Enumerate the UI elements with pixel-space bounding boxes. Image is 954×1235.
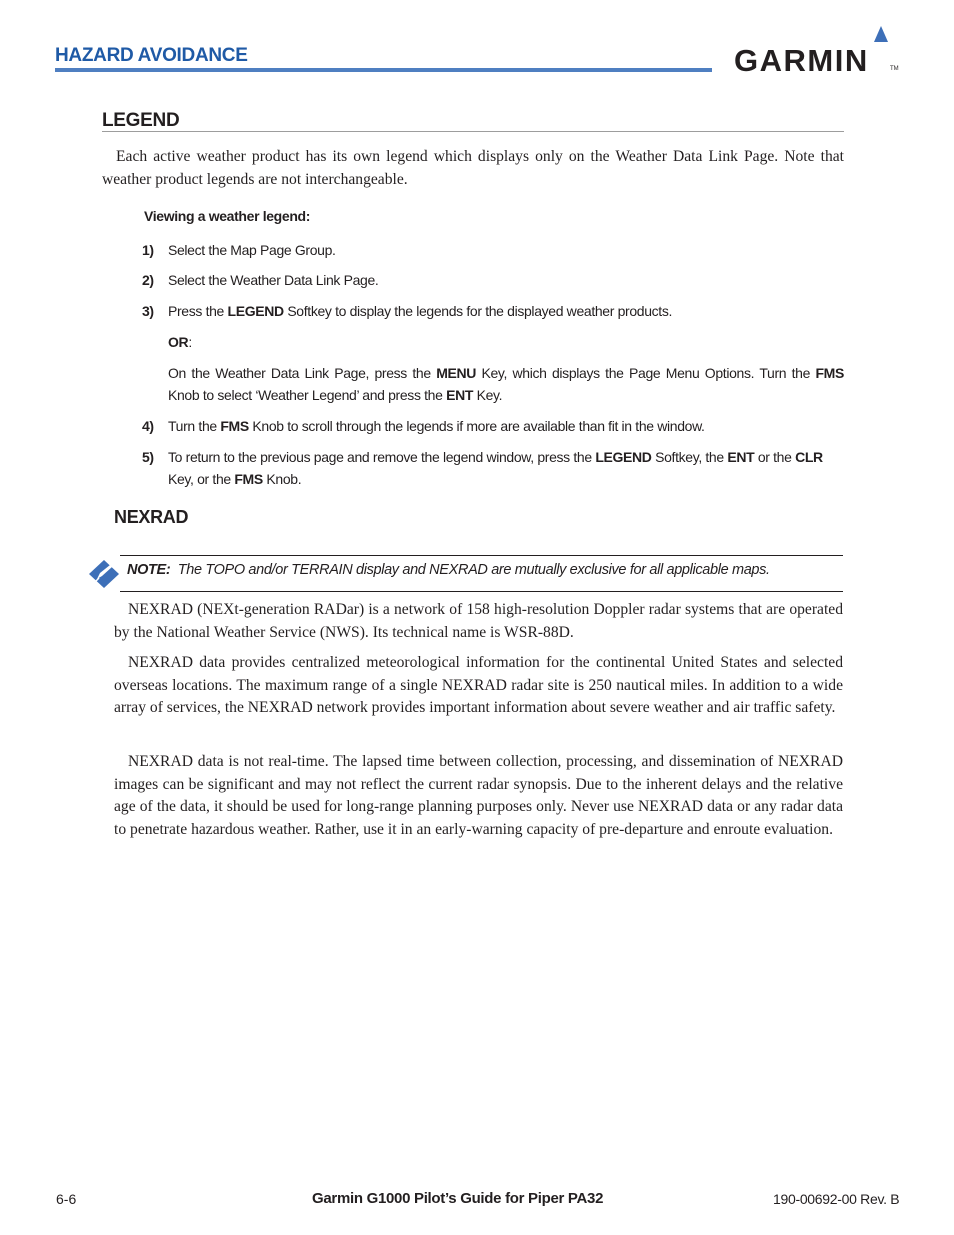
procedure-title: Viewing a weather legend:: [144, 208, 311, 224]
legend-heading: LEGEND: [102, 110, 180, 131]
garmin-triangle-icon: [874, 26, 888, 42]
fms-knob: FMS: [815, 365, 844, 381]
menu-key: MENU: [436, 365, 477, 381]
garmin-logo: [734, 26, 898, 76]
or-label: OR:: [168, 334, 192, 350]
doc-number: 190-00692-00 Rev. B: [773, 1191, 900, 1207]
step-text: Select the Map Page Group.: [168, 242, 336, 258]
step-3: [142, 300, 844, 322]
clr-key: CLR: [795, 449, 823, 465]
nexrad-paragraph: NEXRAD (NEXt-generation RADar) is a network of 158 high-resolution Doppler radar systems that are operated by the National Weather Service (NWS). Its technical name is WSR-88D.: [114, 601, 843, 641]
step-2: [142, 269, 844, 291]
nexrad-heading: NEXRAD: [114, 507, 189, 527]
header-rule: [55, 68, 712, 72]
legend-intro: Each active weather product has its own legend which displays only on the Weather Data Link Page. Note that weather product legends are not interchangeable.: [102, 148, 844, 188]
fms-knob: FMS: [220, 418, 249, 434]
step-4: [142, 415, 844, 437]
step-number: 4): [142, 418, 154, 434]
step-number: 2): [142, 272, 154, 288]
section-title: HAZARD AVOIDANCE: [55, 45, 248, 66]
pencil-note-icon: [88, 559, 120, 589]
note-rule-top: [120, 555, 843, 556]
note-text: NOTE: The TOPO and/or TERRAIN display and NEXRAD are mutually exclusive for all applicable maps.: [127, 562, 770, 578]
step-text: Turn the FMS Knob to scroll through the legends if more are available than fit in the window.: [168, 418, 705, 434]
alt-procedure: On the Weather Data Link Page, press the MENU Key, which displays the Page Menu Options. Turn the FMS Knob to select ‘Weather Legend’ and press the ENT Key.: [168, 365, 844, 403]
logo-trademark: TM: [890, 66, 899, 72]
ent-key: ENT: [727, 449, 755, 465]
fms-knob: FMS: [234, 471, 263, 487]
legend-softkey: LEGEND: [227, 303, 284, 319]
step-text: Select the Weather Data Link Page.: [168, 272, 379, 288]
step-number: 1): [142, 242, 154, 258]
legend-softkey: LEGEND: [595, 449, 652, 465]
page-number: 6-6: [56, 1191, 77, 1207]
step-number: 3): [142, 303, 154, 319]
step-text: To return to the previous page and remove the legend window, press the LEGEND Softkey, the ENT or the CLR Key, or the FMS Knob.: [168, 449, 823, 487]
guide-title: Garmin G1000 Pilot’s Guide for Piper PA32: [312, 1190, 604, 1207]
legend-heading-rule: [102, 131, 844, 132]
nexrad-paragraph: NEXRAD data is not real-time. The lapsed time between collection, processing, and dissemination of NEXRAD images can be significant and may not reflect the current radar synopsis. Due to the inherent delays and the relative age of the data, it should be used for long-range planning purposes only. Never use NEXRAD data or any radar data to penetrate hazardous weather. Rather, use it in an early-warning capacity of pre-departure and enroute evaluation.: [114, 753, 843, 838]
note-label: NOTE:: [127, 562, 171, 578]
ent-key: ENT: [446, 387, 474, 403]
logo-text: GARMIN: [734, 43, 869, 78]
step-5: [142, 446, 844, 492]
step-1: [142, 239, 844, 261]
step-text: Press the LEGEND Softkey to display the legends for the displayed weather products.: [168, 303, 673, 319]
note-rule-bottom: [120, 591, 843, 592]
nexrad-paragraph: NEXRAD data provides centralized meteorological information for the continental United States and selected overseas locations. The maximum range of a single NEXRAD radar site is 250 nautical miles. In addition to a wide array of services, the NEXRAD network provides important information about severe weather and air traffic safety.: [114, 654, 843, 716]
step-number: 5): [142, 449, 154, 465]
